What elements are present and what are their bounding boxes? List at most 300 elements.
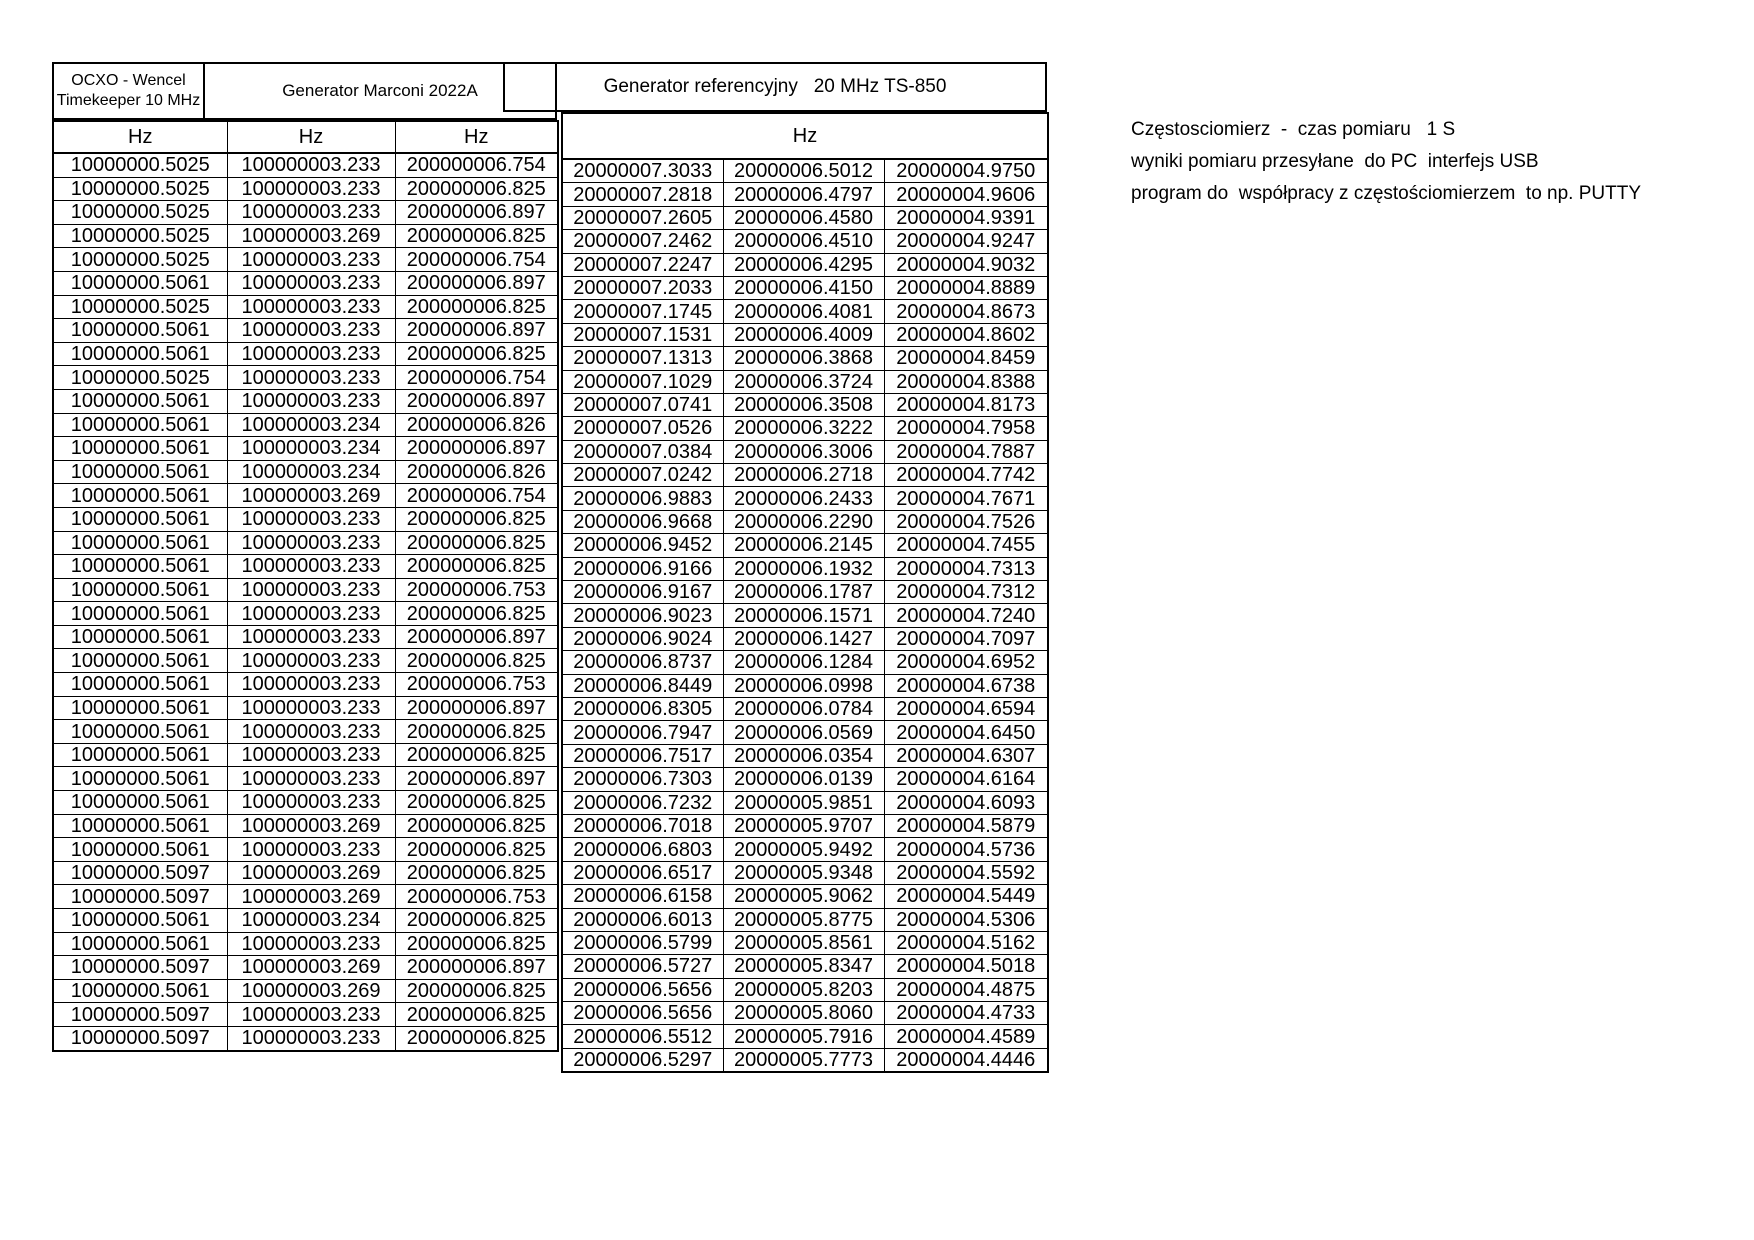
measurement-cell: 20000006.7018 bbox=[562, 814, 723, 837]
measurement-cell: 10000000.5061 bbox=[53, 507, 227, 531]
table-row bbox=[562, 183, 1048, 206]
measurement-cell: 20000004.8173 bbox=[884, 393, 1048, 416]
measurement-cell: 200000006.754 bbox=[395, 153, 558, 177]
measurement-cell: 200000006.754 bbox=[395, 484, 558, 508]
measurement-cell: 20000004.6164 bbox=[884, 768, 1048, 791]
measurement-cell: 20000006.5656 bbox=[562, 978, 723, 1001]
measurement-cell: 20000006.6013 bbox=[562, 908, 723, 931]
measurement-cell: 20000006.4580 bbox=[723, 206, 884, 229]
measurement-cell: 20000005.9707 bbox=[723, 814, 884, 837]
table-row bbox=[562, 230, 1048, 253]
table-row bbox=[53, 602, 558, 626]
measurement-cell: 200000006.897 bbox=[395, 767, 558, 791]
measurement-cell: 20000006.3724 bbox=[723, 370, 884, 393]
table-row bbox=[562, 1002, 1048, 1025]
table-row bbox=[562, 908, 1048, 931]
note-putty-program: program do współpracy z częstościomierzem to np. PUTTY bbox=[1131, 183, 1642, 204]
measurement-cell: 200000006.825 bbox=[395, 743, 558, 767]
measurement-cell: 20000006.8737 bbox=[562, 651, 723, 674]
measurement-cell: 200000006.826 bbox=[395, 460, 558, 484]
measurement-cell: 20000005.8561 bbox=[723, 931, 884, 954]
measurement-cell: 10000000.5061 bbox=[53, 319, 227, 343]
measurement-cell: 20000006.9023 bbox=[562, 604, 723, 627]
measurement-cell: 20000004.7887 bbox=[884, 440, 1048, 463]
measurement-cell: 20000004.9247 bbox=[884, 230, 1048, 253]
measurement-cell: 200000006.825 bbox=[395, 342, 558, 366]
table-row bbox=[562, 814, 1048, 837]
measurement-cell: 200000006.825 bbox=[395, 720, 558, 744]
table-row bbox=[562, 253, 1048, 276]
measurement-cell: 20000004.4733 bbox=[884, 1002, 1048, 1025]
measurement-cell: 20000004.7671 bbox=[884, 487, 1048, 510]
measurement-cell: 20000007.0526 bbox=[562, 417, 723, 440]
measurement-cell: 200000006.825 bbox=[395, 602, 558, 626]
measurement-cell: 200000006.825 bbox=[395, 791, 558, 815]
table-row bbox=[53, 248, 558, 272]
measurement-cell: 20000004.5736 bbox=[884, 838, 1048, 861]
measurement-cell: 10000000.5061 bbox=[53, 696, 227, 720]
table-row bbox=[53, 885, 558, 909]
measurement-cell: 20000007.1313 bbox=[562, 347, 723, 370]
table-row bbox=[562, 791, 1048, 814]
measurement-cell: 200000006.825 bbox=[395, 177, 558, 201]
table-row bbox=[53, 861, 558, 885]
measurement-cell: 100000003.269 bbox=[227, 979, 395, 1003]
measurement-cell: 20000007.0242 bbox=[562, 464, 723, 487]
measurement-cell: 20000006.7517 bbox=[562, 744, 723, 767]
measurement-cell: 20000006.5656 bbox=[562, 1002, 723, 1025]
measurement-cell: 200000006.897 bbox=[395, 389, 558, 413]
table-row bbox=[562, 487, 1048, 510]
unit-header: Hz bbox=[53, 121, 227, 153]
right-data-grid bbox=[561, 112, 1049, 1073]
measurement-cell: 200000006.825 bbox=[395, 838, 558, 862]
measurement-cell: 200000006.754 bbox=[395, 248, 558, 272]
measurement-cell: 20000006.6517 bbox=[562, 861, 723, 884]
measurement-cell: 20000007.0384 bbox=[562, 440, 723, 463]
table-row bbox=[53, 838, 558, 862]
measurement-cell: 20000006.5799 bbox=[562, 931, 723, 954]
measurement-cell: 20000004.6738 bbox=[884, 674, 1048, 697]
measurement-cell: 200000006.897 bbox=[395, 437, 558, 461]
right-unit-row bbox=[562, 113, 1048, 159]
measurement-cell: 100000003.233 bbox=[227, 1026, 395, 1050]
table-row bbox=[562, 978, 1048, 1001]
measurement-cell: 10000000.5061 bbox=[53, 838, 227, 862]
measurement-cell: 100000003.233 bbox=[227, 602, 395, 626]
left-table-header-row bbox=[52, 62, 557, 120]
unit-header: Hz bbox=[395, 121, 558, 153]
left-data-grid bbox=[52, 120, 559, 1052]
note-measurement-time: Częstosciomierz - czas pomiaru 1 S bbox=[1131, 119, 1456, 140]
measurement-cell: 200000006.825 bbox=[395, 932, 558, 956]
measurement-cell: 20000004.7526 bbox=[884, 510, 1048, 533]
table-row bbox=[562, 651, 1048, 674]
measurement-cell: 100000003.233 bbox=[227, 177, 395, 201]
table-row bbox=[562, 697, 1048, 720]
measurement-cell: 20000005.9348 bbox=[723, 861, 884, 884]
table-row bbox=[53, 437, 558, 461]
table-row bbox=[53, 979, 558, 1003]
measurement-cell: 20000006.4295 bbox=[723, 253, 884, 276]
measurement-cell: 20000006.6803 bbox=[562, 838, 723, 861]
table-row bbox=[562, 159, 1048, 183]
measurement-cell: 100000003.269 bbox=[227, 814, 395, 838]
measurement-cell: 20000007.2033 bbox=[562, 276, 723, 299]
measurement-cell: 20000004.5018 bbox=[884, 955, 1048, 978]
measurement-cell: 100000003.233 bbox=[227, 578, 395, 602]
measurement-cell: 20000006.8449 bbox=[562, 674, 723, 697]
measurement-cell: 20000004.7313 bbox=[884, 557, 1048, 580]
table-row bbox=[53, 484, 558, 508]
measurement-cell: 20000006.7232 bbox=[562, 791, 723, 814]
measurement-cell: 20000006.9883 bbox=[562, 487, 723, 510]
table-row bbox=[562, 323, 1048, 346]
measurement-cell: 10000000.5061 bbox=[53, 767, 227, 791]
measurement-cell: 200000006.825 bbox=[395, 649, 558, 673]
measurement-cell: 20000006.5012 bbox=[723, 159, 884, 183]
table-row bbox=[53, 814, 558, 838]
measurement-cell: 20000004.5592 bbox=[884, 861, 1048, 884]
measurement-cell: 20000004.9032 bbox=[884, 253, 1048, 276]
measurement-cell: 10000000.5061 bbox=[53, 389, 227, 413]
measurement-cell: 100000003.233 bbox=[227, 767, 395, 791]
measurement-cell: 200000006.753 bbox=[395, 885, 558, 909]
measurement-cell: 20000004.7742 bbox=[884, 464, 1048, 487]
measurement-cell: 20000006.0784 bbox=[723, 697, 884, 720]
measurement-cell: 200000006.825 bbox=[395, 295, 558, 319]
measurement-cell: 200000006.826 bbox=[395, 413, 558, 437]
measurement-cell: 100000003.269 bbox=[227, 861, 395, 885]
measurement-cell: 20000006.1932 bbox=[723, 557, 884, 580]
table-row bbox=[562, 604, 1048, 627]
measurement-cell: 10000000.5061 bbox=[53, 932, 227, 956]
table-row bbox=[53, 366, 558, 390]
table-row bbox=[562, 931, 1048, 954]
reference-generator-header-cell bbox=[503, 62, 1047, 112]
table-row bbox=[53, 696, 558, 720]
right-table-body bbox=[562, 159, 1048, 1072]
measurement-cell: 20000006.3006 bbox=[723, 440, 884, 463]
table-row bbox=[562, 1048, 1048, 1072]
table-row bbox=[53, 1026, 558, 1050]
measurement-cell: 10000000.5025 bbox=[53, 366, 227, 390]
measurement-cell: 20000006.2718 bbox=[723, 464, 884, 487]
measurement-cell: 100000003.233 bbox=[227, 153, 395, 177]
measurement-cell: 100000003.233 bbox=[227, 673, 395, 697]
measurement-cell: 200000006.825 bbox=[395, 861, 558, 885]
measurement-cell: 10000000.5025 bbox=[53, 201, 227, 225]
measurement-cell: 200000006.897 bbox=[395, 201, 558, 225]
measurement-cell: 100000003.233 bbox=[227, 201, 395, 225]
measurement-cell: 20000004.8388 bbox=[884, 370, 1048, 393]
measurement-cell: 20000006.3222 bbox=[723, 417, 884, 440]
measurement-cell: 200000006.897 bbox=[395, 696, 558, 720]
note-usb-interface: wyniki pomiaru przesyłane do PC interfejs USB bbox=[1131, 151, 1539, 172]
ocxo-header-line2: Timekeeper 10 MHz bbox=[56, 92, 201, 109]
table-row bbox=[53, 201, 558, 225]
table-row bbox=[53, 295, 558, 319]
table-row bbox=[53, 319, 558, 343]
measurement-cell: 20000006.4510 bbox=[723, 230, 884, 253]
notes-block bbox=[1131, 114, 1641, 210]
measurement-cell: 200000006.825 bbox=[395, 224, 558, 248]
measurement-cell: 20000005.8203 bbox=[723, 978, 884, 1001]
measurement-cell: 20000006.4009 bbox=[723, 323, 884, 346]
table-row bbox=[53, 743, 558, 767]
unit-header: Hz bbox=[562, 113, 1048, 159]
measurement-cell: 100000003.233 bbox=[227, 319, 395, 343]
table-row bbox=[562, 581, 1048, 604]
measurement-cell: 20000004.8602 bbox=[884, 323, 1048, 346]
measurement-cell: 200000006.825 bbox=[395, 814, 558, 838]
table-row bbox=[562, 1025, 1048, 1048]
table-row bbox=[53, 720, 558, 744]
measurement-cell: 20000004.7240 bbox=[884, 604, 1048, 627]
measurement-cell: 20000006.4081 bbox=[723, 300, 884, 323]
measurement-cell: 10000000.5061 bbox=[53, 413, 227, 437]
measurement-cell: 20000005.9851 bbox=[723, 791, 884, 814]
measurement-cell: 200000006.825 bbox=[395, 507, 558, 531]
measurement-cell: 20000006.2145 bbox=[723, 534, 884, 557]
measurement-cell: 20000004.6952 bbox=[884, 651, 1048, 674]
left-unit-row bbox=[53, 121, 558, 153]
measurement-cell: 20000005.7916 bbox=[723, 1025, 884, 1048]
measurement-cell: 10000000.5061 bbox=[53, 437, 227, 461]
measurement-cell: 20000005.8347 bbox=[723, 955, 884, 978]
table-row bbox=[53, 956, 558, 980]
table-row bbox=[53, 578, 558, 602]
table-row bbox=[53, 342, 558, 366]
table-row bbox=[562, 417, 1048, 440]
measurement-cell: 10000000.5061 bbox=[53, 484, 227, 508]
table-row bbox=[53, 932, 558, 956]
measurement-cell: 100000003.233 bbox=[227, 720, 395, 744]
measurement-cell: 20000004.7958 bbox=[884, 417, 1048, 440]
measurement-cell: 20000006.6158 bbox=[562, 885, 723, 908]
table-row bbox=[53, 389, 558, 413]
measurement-cell: 100000003.233 bbox=[227, 389, 395, 413]
measurement-cell: 10000000.5061 bbox=[53, 673, 227, 697]
table-row bbox=[53, 177, 558, 201]
measurement-cell: 20000006.5297 bbox=[562, 1048, 723, 1072]
measurement-cell: 100000003.233 bbox=[227, 555, 395, 579]
table-row bbox=[562, 300, 1048, 323]
measurement-cell: 100000003.233 bbox=[227, 531, 395, 555]
measurement-cell: 20000004.4446 bbox=[884, 1048, 1048, 1072]
measurement-cell: 100000003.233 bbox=[227, 295, 395, 319]
measurement-cell: 20000006.8305 bbox=[562, 697, 723, 720]
measurement-cell: 20000006.7947 bbox=[562, 721, 723, 744]
measurement-cell: 10000000.5061 bbox=[53, 649, 227, 673]
table-row bbox=[562, 557, 1048, 580]
table-row bbox=[53, 507, 558, 531]
table-row bbox=[562, 206, 1048, 229]
measurement-cell: 20000006.7303 bbox=[562, 768, 723, 791]
measurement-cell: 20000004.7455 bbox=[884, 534, 1048, 557]
measurement-cell: 20000004.7312 bbox=[884, 581, 1048, 604]
measurement-cell: 20000006.2433 bbox=[723, 487, 884, 510]
measurement-cell: 20000005.8060 bbox=[723, 1002, 884, 1025]
table-row bbox=[562, 276, 1048, 299]
measurement-cell: 10000000.5061 bbox=[53, 909, 227, 933]
measurement-cell: 100000003.233 bbox=[227, 625, 395, 649]
measurement-cell: 20000006.1787 bbox=[723, 581, 884, 604]
measurement-cell: 200000006.825 bbox=[395, 555, 558, 579]
measurement-cell: 100000003.233 bbox=[227, 342, 395, 366]
measurement-cell: 20000007.2247 bbox=[562, 253, 723, 276]
measurement-cell: 20000004.6450 bbox=[884, 721, 1048, 744]
table-row bbox=[562, 674, 1048, 697]
measurement-cell: 20000006.4150 bbox=[723, 276, 884, 299]
table-row bbox=[562, 440, 1048, 463]
table-row bbox=[562, 627, 1048, 650]
measurement-cell: 20000006.0354 bbox=[723, 744, 884, 767]
measurement-cell: 100000003.233 bbox=[227, 649, 395, 673]
table-row bbox=[562, 744, 1048, 767]
measurement-cell: 20000006.1284 bbox=[723, 651, 884, 674]
measurement-cell: 100000003.269 bbox=[227, 224, 395, 248]
table-row bbox=[53, 625, 558, 649]
measurement-cell: 100000003.233 bbox=[227, 696, 395, 720]
measurement-cell: 20000004.7097 bbox=[884, 627, 1048, 650]
measurement-cell: 10000000.5097 bbox=[53, 861, 227, 885]
measurement-cell: 10000000.5025 bbox=[53, 295, 227, 319]
table-row bbox=[562, 393, 1048, 416]
measurement-cell: 200000006.825 bbox=[395, 531, 558, 555]
measurement-cell: 20000007.1029 bbox=[562, 370, 723, 393]
measurement-cell: 200000006.754 bbox=[395, 366, 558, 390]
measurement-cell: 20000007.2818 bbox=[562, 183, 723, 206]
table-row bbox=[53, 1003, 558, 1027]
table-row bbox=[53, 555, 558, 579]
measurement-cell: 200000006.825 bbox=[395, 1003, 558, 1027]
measurement-cell: 200000006.753 bbox=[395, 578, 558, 602]
measurement-cell: 10000000.5061 bbox=[53, 602, 227, 626]
measurement-cell: 10000000.5097 bbox=[53, 885, 227, 909]
measurement-cell: 200000006.897 bbox=[395, 319, 558, 343]
table-row bbox=[562, 347, 1048, 370]
measurement-cell: 20000006.5512 bbox=[562, 1025, 723, 1048]
measurement-cell: 10000000.5061 bbox=[53, 814, 227, 838]
measurement-cell: 20000006.3508 bbox=[723, 393, 884, 416]
measurement-cell: 20000005.9492 bbox=[723, 838, 884, 861]
measurement-cell: 20000006.4797 bbox=[723, 183, 884, 206]
measurement-cell: 20000004.4589 bbox=[884, 1025, 1048, 1048]
table-row bbox=[53, 767, 558, 791]
measurement-cell: 200000006.897 bbox=[395, 625, 558, 649]
reference-generator-label: Generator referencyjny 20 MHz TS-850 bbox=[603, 76, 947, 97]
measurement-cell: 10000000.5061 bbox=[53, 979, 227, 1003]
measurement-cell: 20000007.1745 bbox=[562, 300, 723, 323]
measurement-cell: 200000006.825 bbox=[395, 979, 558, 1003]
measurement-cell: 20000006.9024 bbox=[562, 627, 723, 650]
table-row bbox=[53, 909, 558, 933]
measurement-cell: 10000000.5061 bbox=[53, 625, 227, 649]
measurement-cell: 100000003.233 bbox=[227, 838, 395, 862]
table-row bbox=[53, 460, 558, 484]
table-row bbox=[562, 861, 1048, 884]
marconi-header-label: Generator Marconi 2022A bbox=[282, 80, 478, 100]
measurement-cell: 100000003.269 bbox=[227, 484, 395, 508]
measurement-cell: 20000005.9062 bbox=[723, 885, 884, 908]
measurement-cell: 20000004.8673 bbox=[884, 300, 1048, 323]
measurement-cell: 100000003.234 bbox=[227, 437, 395, 461]
unit-header: Hz bbox=[227, 121, 395, 153]
measurement-cell: 200000006.825 bbox=[395, 909, 558, 933]
measurement-cell: 10000000.5061 bbox=[53, 578, 227, 602]
measurement-cell: 20000004.9391 bbox=[884, 206, 1048, 229]
table-row bbox=[53, 791, 558, 815]
measurement-cell: 10000000.5061 bbox=[53, 271, 227, 295]
measurement-cell: 20000004.9606 bbox=[884, 183, 1048, 206]
measurement-cell: 100000003.234 bbox=[227, 413, 395, 437]
table-row bbox=[562, 955, 1048, 978]
measurement-cell: 100000003.233 bbox=[227, 248, 395, 272]
table-row bbox=[562, 721, 1048, 744]
measurement-cell: 20000004.4875 bbox=[884, 978, 1048, 1001]
measurement-cell: 20000006.9452 bbox=[562, 534, 723, 557]
table-row bbox=[53, 224, 558, 248]
ocxo-header-cell bbox=[52, 62, 205, 120]
measurement-cell: 200000006.897 bbox=[395, 271, 558, 295]
left-table-body bbox=[53, 153, 558, 1051]
measurement-cell: 20000006.0998 bbox=[723, 674, 884, 697]
table-row bbox=[562, 370, 1048, 393]
measurement-cell: 20000004.6093 bbox=[884, 791, 1048, 814]
table-row bbox=[53, 153, 558, 177]
measurement-cell: 10000000.5061 bbox=[53, 743, 227, 767]
measurement-cell: 10000000.5061 bbox=[53, 342, 227, 366]
table-row bbox=[53, 649, 558, 673]
measurement-cell: 100000003.233 bbox=[227, 743, 395, 767]
measurement-cell: 10000000.5061 bbox=[53, 460, 227, 484]
measurement-cell: 20000005.8775 bbox=[723, 908, 884, 931]
ocxo-header-line1: OCXO - Wencel bbox=[71, 72, 186, 90]
measurement-cell: 20000004.5162 bbox=[884, 931, 1048, 954]
measurement-cell: 10000000.5097 bbox=[53, 956, 227, 980]
measurement-cell: 100000003.234 bbox=[227, 909, 395, 933]
table-row bbox=[562, 838, 1048, 861]
measurement-cell: 100000003.233 bbox=[227, 1003, 395, 1027]
measurement-cell: 20000006.1427 bbox=[723, 627, 884, 650]
measurement-cell: 20000006.9166 bbox=[562, 557, 723, 580]
measurement-cell: 10000000.5061 bbox=[53, 791, 227, 815]
measurement-cell: 100000003.269 bbox=[227, 956, 395, 980]
measurement-cell: 20000006.3868 bbox=[723, 347, 884, 370]
left-measurement-table bbox=[52, 62, 557, 1052]
measurement-cell: 100000003.233 bbox=[227, 932, 395, 956]
measurement-cell: 10000000.5025 bbox=[53, 248, 227, 272]
measurement-cell: 20000004.6594 bbox=[884, 697, 1048, 720]
measurement-cell: 20000006.9668 bbox=[562, 510, 723, 533]
right-measurement-table bbox=[503, 62, 1047, 1072]
measurement-cell: 10000000.5097 bbox=[53, 1003, 227, 1027]
table-row bbox=[562, 885, 1048, 908]
measurement-cell: 20000004.6307 bbox=[884, 744, 1048, 767]
measurement-cell: 200000006.897 bbox=[395, 956, 558, 980]
table-row bbox=[562, 510, 1048, 533]
measurement-cell: 10000000.5061 bbox=[53, 720, 227, 744]
measurement-cell: 20000004.9750 bbox=[884, 159, 1048, 183]
table-row bbox=[53, 413, 558, 437]
measurement-cell: 20000007.2462 bbox=[562, 230, 723, 253]
measurement-cell: 100000003.269 bbox=[227, 885, 395, 909]
measurement-cell: 20000006.5727 bbox=[562, 955, 723, 978]
table-row bbox=[562, 534, 1048, 557]
table-row bbox=[53, 673, 558, 697]
measurement-cell: 20000007.2605 bbox=[562, 206, 723, 229]
